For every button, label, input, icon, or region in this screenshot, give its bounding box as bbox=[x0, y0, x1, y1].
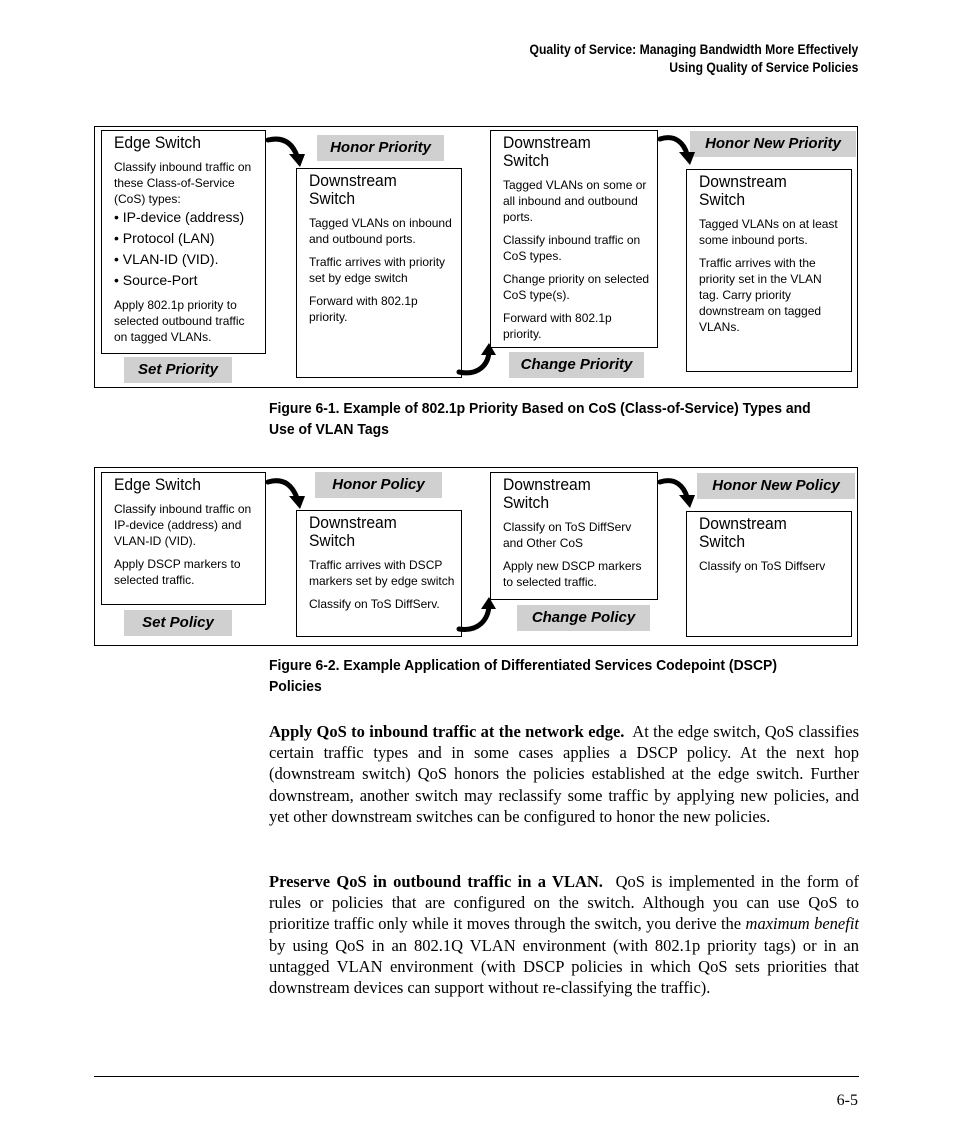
fig1-edge-bullet-3: • VLAN-ID (VID). bbox=[114, 251, 219, 267]
fig1-edge-bullet-1: • IP-device (address) bbox=[114, 209, 245, 225]
fig1-down3-text-2: Traffic arrives with the priority set in the VLAN tag. Carry priority downstream on tagged VLANs. bbox=[699, 256, 822, 334]
fig1-down1-text-1: Tagged VLANs on inbound and outbound ports. bbox=[309, 216, 452, 246]
fig1-downstream-switch-2-box bbox=[490, 130, 658, 348]
fig2-label-honor-policy: Honor Policy bbox=[315, 472, 442, 498]
fig1-down3-title-1: Downstream bbox=[699, 172, 787, 191]
fig1-down2-text-1: Tagged VLANs on some or all inbound and outbound ports. bbox=[503, 178, 647, 224]
fig2-down3-title-2: Switch bbox=[699, 532, 746, 551]
paragraph-2-lead: Preserve QoS in outbound traffic in a VLAN. bbox=[269, 872, 603, 891]
fig2-edge-text-2: Apply DSCP markers to selected traffic. bbox=[114, 557, 241, 587]
fig2-down3-text-1: Classify on ToS Diffserv bbox=[699, 559, 826, 573]
paragraph-2-text-a: QoS is implemented in the form of rules or policies that are configured on the switch. Although you can use QoS to prioritize traffic only while it moves through the switch, you derive the bbox=[269, 872, 859, 934]
fig1-edge-switch-box bbox=[101, 130, 266, 354]
fig1-edge-bullet-2: • Protocol (LAN) bbox=[114, 230, 215, 246]
fig2-edge-title: Edge Switch bbox=[114, 475, 201, 494]
fig1-down1-title-2: Switch bbox=[309, 189, 356, 208]
fig2-label-honor-new-policy: Honor New Policy bbox=[697, 473, 855, 499]
page-number: 6-5 bbox=[836, 1092, 858, 1109]
fig2-label-set-policy: Set Policy bbox=[124, 610, 232, 636]
fig1-down3-text-1: Tagged VLANs on at least some inbound ports. bbox=[699, 217, 838, 247]
fig2-edge-text-1: Classify inbound traffic on IP-device (address) and VLAN-ID (VID). bbox=[114, 502, 252, 548]
fig1-label-set-priority: Set Priority bbox=[124, 357, 232, 383]
fig2-downstream-switch-2-box bbox=[490, 472, 658, 600]
paragraph-1-text: At the edge switch, QoS classifies certain traffic types and in some cases applies a DSCP policy. At the next hop (downstream switch) QoS honors the policies established at the edge switch. Further downstream, another switch may reclassify some traffic by applying new policies, and yet other downstream switches can be configured to honor the new policies. bbox=[269, 722, 860, 826]
fig2-down2-text-2: Apply new DSCP markers to selected traffic. bbox=[503, 559, 642, 589]
fig2-down3-title-1: Downstream bbox=[699, 514, 787, 533]
fig1-label-honor-priority: Honor Priority bbox=[317, 135, 444, 161]
header-line-1: Quality of Service: Managing Bandwidth More Effectively bbox=[529, 42, 858, 57]
fig1-down2-title-1: Downstream bbox=[503, 133, 591, 152]
fig1-label-honor-new-priority: Honor New Priority bbox=[690, 131, 856, 157]
fig1-edge-text-1: Classify inbound traffic on these Class-of-Service (CoS) types: bbox=[114, 160, 252, 206]
fig2-label-change-policy: Change Policy bbox=[517, 605, 650, 631]
footer-rule bbox=[94, 1076, 859, 1077]
fig2-down1-text-1: Traffic arrives with DSCP markers set by edge switch bbox=[309, 558, 455, 588]
fig2-down2-title-2: Switch bbox=[503, 493, 550, 512]
fig1-down1-title-1: Downstream bbox=[309, 171, 397, 190]
paragraph-inbound-traffic bbox=[269, 721, 859, 827]
figure-2-caption: Figure 6-2. Example Application of Differentiated Services Codepoint (DSCP) Policies bbox=[269, 657, 777, 695]
fig1-down2-text-4: Forward with 802.1p priority. bbox=[503, 311, 612, 341]
fig1-label-change-priority: Change Priority bbox=[509, 352, 644, 378]
fig1-down2-text-2: Classify inbound traffic on CoS types. bbox=[503, 233, 641, 263]
fig1-edge-title: Edge Switch bbox=[114, 133, 201, 152]
fig1-downstream-switch-1-box bbox=[296, 168, 462, 378]
fig1-downstream-switch-3-box bbox=[686, 169, 852, 372]
fig2-down2-title-1: Downstream bbox=[503, 475, 591, 494]
fig2-down1-title-1: Downstream bbox=[309, 513, 397, 532]
fig1-down2-text-3: Change priority on selected CoS type(s). bbox=[503, 272, 650, 302]
running-header bbox=[529, 41, 858, 77]
fig1-edge-bullet-4: • Source-Port bbox=[114, 272, 198, 288]
figure-1-caption: Figure 6-1. Example of 802.1p Priority Based on CoS (Class-of-Service) Types and Use of VLAN Tags bbox=[269, 400, 811, 438]
paragraph-2-italic: maximum benefit bbox=[745, 914, 860, 934]
paragraph-1-lead: Apply QoS to inbound traffic at the network edge. bbox=[269, 722, 625, 741]
fig1-edge-text-2: Apply 802.1p priority to selected outbound traffic on tagged VLANs. bbox=[114, 298, 245, 344]
header-line-2: Using Quality of Service Policies bbox=[668, 60, 858, 75]
fig2-down1-title-2: Switch bbox=[309, 531, 356, 550]
fig1-down2-title-2: Switch bbox=[503, 151, 550, 170]
fig2-edge-switch-box bbox=[101, 472, 266, 605]
fig1-down1-text-3: Forward with 802.1p priority. bbox=[309, 294, 418, 324]
fig2-downstream-switch-1-box bbox=[296, 510, 462, 637]
fig1-down1-text-2: Traffic arrives with priority set by edge switch bbox=[309, 255, 446, 285]
paragraph-outbound-vlan bbox=[269, 871, 859, 998]
fig2-down2-text-1: Classify on ToS DiffServ and Other CoS bbox=[503, 520, 632, 550]
fig1-down3-title-2: Switch bbox=[699, 190, 746, 209]
fig2-downstream-switch-3-box bbox=[686, 511, 852, 637]
fig2-down1-text-2: Classify on ToS DiffServ. bbox=[309, 597, 440, 611]
paragraph-2-text-b: by using QoS in an 802.1Q VLAN environment (with 802.1p priority tags) or in an untagged VLAN environment (with DSCP policies in which QoS sets priorities that downstream devices can support without re-classifying the traffic). bbox=[269, 935, 859, 998]
